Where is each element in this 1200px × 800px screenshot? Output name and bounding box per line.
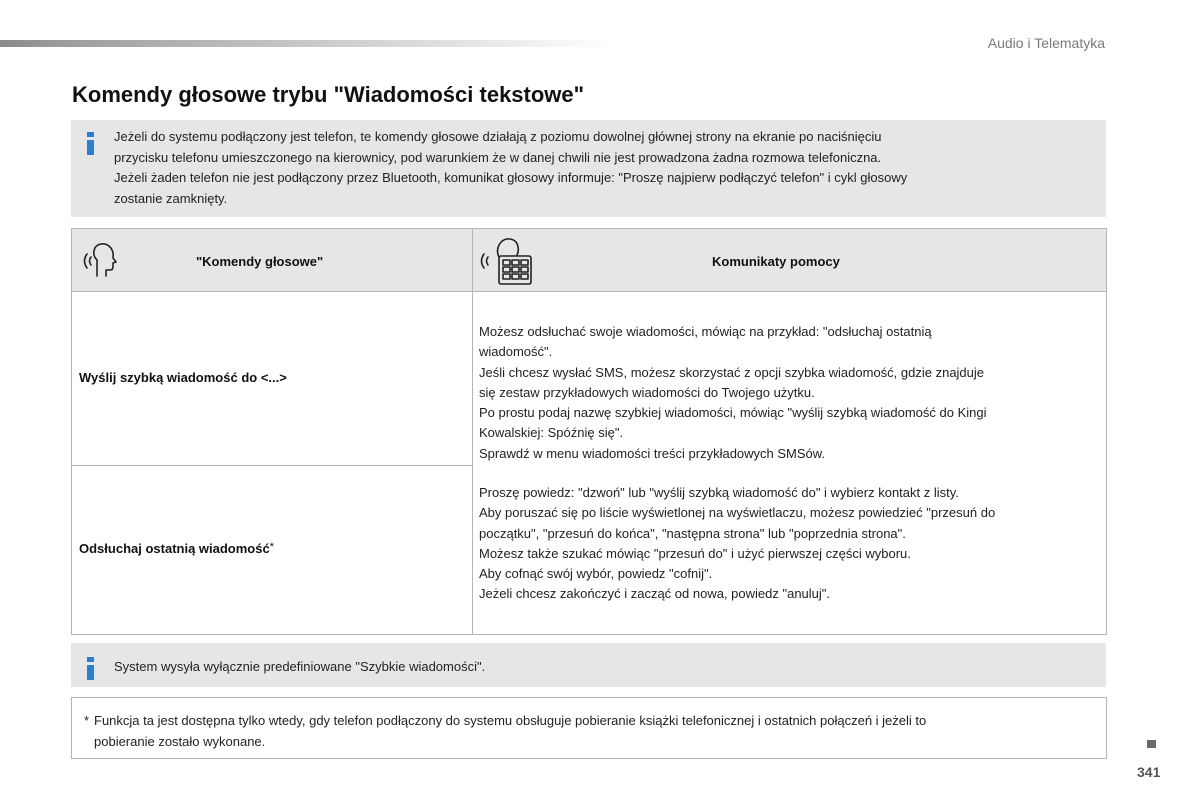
speaking-head-icon bbox=[82, 241, 122, 284]
voice-commands-table bbox=[71, 228, 1107, 635]
header-help-messages: Komunikaty pomocy bbox=[712, 254, 840, 269]
help-line: Aby poruszać się po liście wyświetlonej na wyświetlaczu, możesz powiedzieć "przesuń do bbox=[479, 505, 996, 521]
footnote-line: Funkcja ta jest dostępna tylko wtedy, gdy telefon podłączony do systemu obsługuje pobieranie książki telefonicznej i ostatnich połączeń i jeżeli to bbox=[94, 713, 927, 728]
help-line: Możesz także szukać mówiąc "przesuń do" i użyć pierwszej części wyboru. bbox=[479, 545, 911, 561]
help-line: Proszę powiedz: "dzwoń" lub "wyślij szybką wiadomość do" i wybierz kontakt z listy. bbox=[479, 485, 959, 500]
page-marker bbox=[1147, 740, 1156, 748]
footnote bbox=[71, 697, 1107, 759]
header-voice-commands: "Komendy głosowe" bbox=[196, 254, 324, 269]
info-box-top bbox=[71, 120, 1106, 217]
help-text-row2 bbox=[479, 483, 1099, 605]
info-text: System wysyła wyłącznie predefiniowane "Szybkie wiadomości". bbox=[114, 659, 486, 674]
help-text-row1 bbox=[479, 322, 1099, 464]
info-line: przycisku telefonu umieszczonego na kierownicy, pod warunkiem że w danej chwili nie jest prowadzona żadna rozmowa telefoniczna. bbox=[114, 149, 882, 165]
info-box-bottom bbox=[71, 643, 1106, 687]
top-decorative-bar bbox=[0, 40, 610, 47]
footnote-mark: * bbox=[84, 713, 90, 728]
row-divider bbox=[72, 465, 472, 466]
info-icon bbox=[87, 657, 94, 680]
info-line: zostanie zamknięty. bbox=[114, 190, 228, 206]
command-listen-last-message bbox=[79, 541, 274, 556]
help-line: Po prostu podaj nazwę szybkiej wiadomości, mówiąc "wyślij szybką wiadomość do Kingi bbox=[479, 405, 987, 421]
footnote-line: pobieranie zostało wykonane. bbox=[94, 734, 266, 749]
table-header bbox=[72, 229, 1106, 292]
section-label: Audio i Telematyka bbox=[987, 35, 1105, 51]
help-line: Jeśli chcesz wysłać SMS, możesz skorzystać z opcji szybka wiadomość, gdzie znajduje bbox=[479, 364, 985, 380]
help-line: się zestaw przykładowych wiadomości do Twojego użytku. bbox=[479, 384, 815, 400]
command-send-quick-message: Wyślij szybką wiadomość do <...> bbox=[79, 370, 287, 385]
help-line: Aby cofnąć swój wybór, powiedz "cofnij". bbox=[479, 566, 713, 582]
info-line: Jeżeli do systemu podłączony jest telefon, te komendy głosowe działają z poziomu dowolnej głównej strony na ekranie po naciśnięciu bbox=[114, 129, 882, 144]
column-divider bbox=[472, 229, 473, 634]
help-line: Sprawdź w menu wiadomości treści przykładowych SMSów. bbox=[479, 445, 826, 461]
info-line: Jeżeli żaden telefon nie jest podłączony przez Bluetooth, komunikat głosowy informuje: "Proszę najpierw podłączyć telefon" i cykl głosowy bbox=[114, 170, 908, 185]
help-line: wiadomość". bbox=[479, 344, 553, 360]
footnote-mark: * bbox=[269, 541, 274, 553]
help-line: Jeżeli chcesz zakończyć i zacząć od nowa, powiedz "anuluj". bbox=[479, 586, 831, 602]
speaking-head-keypad-icon bbox=[477, 235, 537, 292]
command-label-text: Odsłuchaj ostatnią wiadomość bbox=[79, 541, 270, 556]
page-number: 341 bbox=[1137, 764, 1161, 780]
help-line: Kowalskiej: Spóźnię się". bbox=[479, 425, 624, 441]
help-line: początku", "przesuń do końca", "następna strona" lub "poprzednia strona". bbox=[479, 525, 906, 541]
info-text bbox=[114, 127, 1094, 209]
footnote-text bbox=[94, 710, 1092, 752]
info-icon bbox=[87, 132, 94, 155]
page-title: Komendy głosowe trybu "Wiadomości tekstowe" bbox=[72, 82, 585, 107]
help-line: Możesz odsłuchać swoje wiadomości, mówiąc na przykład: "odsłuchaj ostatnią bbox=[479, 324, 932, 339]
